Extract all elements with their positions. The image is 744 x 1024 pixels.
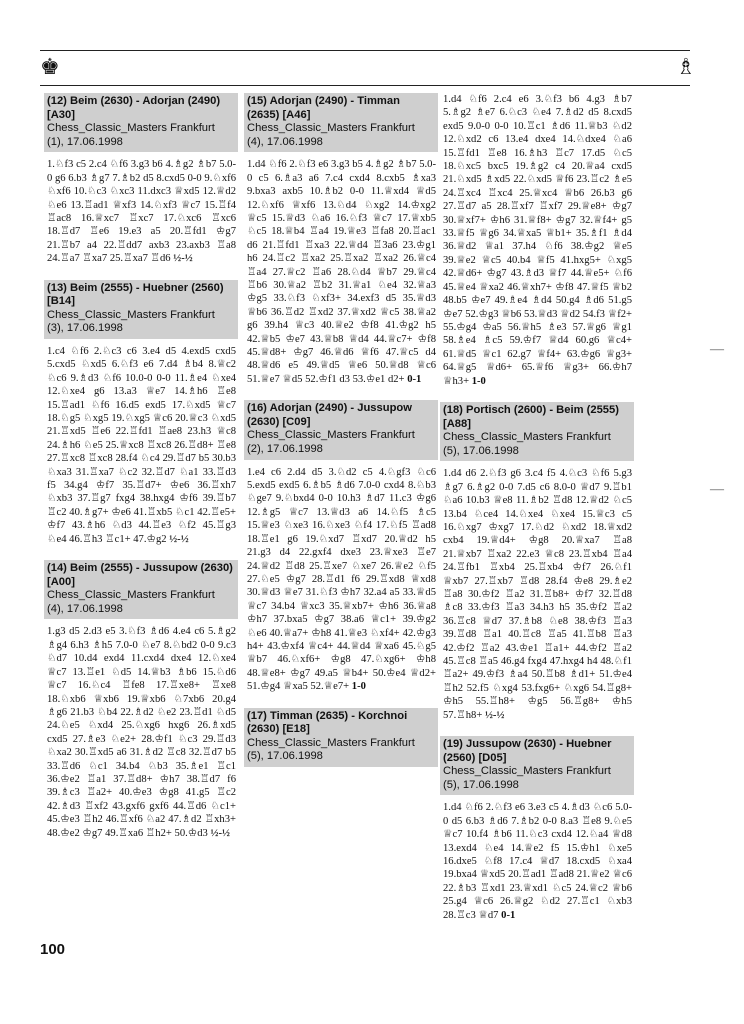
moves-text: 1.e4 c6 2.d4 d5 3.♘d2 c5 4.♘gf3 ♘c6 5.exd5 exd5 6.♗b5 ♗d6 7.0-0 cxd4 8.♘b3 ♘ge7 9.♘bxd4 0-0 10.h3 ♗d7 11.c3 ♔g6 12.♗g5 ♕c7 13.♕d3 a6 14.♘f5 ♗c5 15.♕e3 ♘xe3 16.♘xe3 ♘f4 17.♘f5 ♖ad8 18.♖e1 g6 19.♘xd7 ♖xd7 20.♕d2 h5 21.g3 d4 22.gxf4 dxe3 23.♕xe3 ♖e7 24.♕d2 ♖d8 25.♖xe7 ♘xe7 26.♕e2 ♘f5 27.♘e5 ♔g7 28.♖d1 f6 29.♖xd8 ♕xd8 30.♕d3 ♕e7 31.♘f3 ♔h7 32.a4 a5 33.♕d5 ♕c7 34.b4 ♕xc3 35.♕xb7+ ♔h6 36.♕a8 ♔h7 37.bxa5 ♔g7 38.a6 ♕c1+ 39.♔g2 ♘e6 40.♕a7+ ♔h8 41.♕e3 ♘xf4+ 42.♔g3 h4+ 43.♔xf4 ♕c4+ 44.♕d4 ♕xa6 45.♘g5 ♕b7 46.♘xf6+ ♔g8 47.♘xg6+ ♔h8 48.♕e8+ ♔g7 49.a5 ♕b4+ 50.♔e4 ♕d2+ 51.♔g4 ♕xa5 52.♕e7+ — [247, 466, 436, 693]
game-round: (2), 17.06.1998 — [247, 443, 323, 456]
game-event: Chess_Classic_Masters Frankfurt — [47, 589, 215, 602]
game-header — [440, 402, 634, 461]
game-header — [244, 400, 438, 459]
game-header — [244, 93, 438, 152]
game-moves — [440, 93, 634, 388]
header-rule — [40, 85, 690, 86]
game-event: Chess_Classic_Masters Frankfurt — [247, 122, 415, 135]
moves-text: 1.d4 ♘f6 2.c4 e6 3.♘f3 b6 4.g3 ♗b7 5.♗g2 ♗e7 6.♘c3 ♘e4 7.♗d2 d5 8.cxd5 exd5 9.0-0 0-0 10.♖c1 ♗d6 11.♕b3 ♘d2 12.♘xd2 c6 13.e4 dxe4 14.♘dxe4 ♘a6 15.♖fd1 ♖e8 16.♗h3 ♖c7 17.d5 ♘c5 18.♘xc5 bxc5 19.♗g2 c4 20.♕a4 cxd5 21.♘xd5 ♗xd5 22.♘xd5 ♕f6 23.♖c2 ♗e5 24.♖xc4 ♖xc4 25.♕xc4 ♕b6 26.b3 g6 27.♖d7 a5 28.♖xf7 ♖xf7 29.♕e8+ ♔g7 30.♕xf7+ ♔h6 31.♕f8+ ♔g7 32.♕f4+ g5 33.♕f5 ♕g6 34.♕xa5 ♕b1+ 35.♗f1 ♗d4 36.♕d2 ♕a1 37.h4 ♘f6 38.♔g2 ♕e5 39.♕e2 ♕c5 40.b4 ♕f5 41.hxg5+ ♘xg5 42.♕d6+ ♔g7 43.♗d3 ♕f7 44.♕e5+ ♘f6 45.♕e4 ♕xa2 46.♕xh7+ ♔f8 47.♕f5 ♕b2 48.b5 ♔e7 49.♗e4 ♗d4 50.g4 ♗d6 51.g5 ♔e7 52.♔g3 ♕b6 53.♕d3 ♕d2 54.f3 ♕f2+ 55.♔g4 ♔a5 56.♕h5 ♗e3 57.♕g6 ♕g1 58.♗e4 ♗c5 59.♔f7 ♕d4 60.g6 ♕c4+ 61.♕d5 ♕c1 62.g7 ♕f4+ 63.♔g6 ♕g3+ 64.♕g5 ♕d6+ 65.♕f6 ♕g3+ 66.♔h7 ♕h3+ — [443, 94, 632, 387]
game-title: (15) Adorjan (2490) - Timman (2635) [A46] — [247, 95, 400, 121]
game-16 — [244, 400, 438, 693]
game-round: (1), 17.06.1998 — [47, 135, 123, 148]
game-round: (4), 17.06.1998 — [247, 135, 323, 148]
game-moves — [44, 152, 238, 265]
game-moves — [44, 339, 238, 546]
moves-text: 1.g3 d5 2.d3 e5 3.♘f3 ♗d6 4.e4 c6 5.♗g2 ♗g4 6.h3 ♗h5 7.0-0 ♘e7 8.♘bd2 0-0 9.c3 ♘d7 10.d4 exd4 11.cxd4 dxe4 12.♘xe4 ♕c7 13.♖e1 ♘d5 14.♕b3 ♗b6 15.♘d6 ♕c7 16.♘c4 ♖fe8 17.♖xe8+ ♖xe8 18.♘xb6 ♕xb6 19.♕xb6 ♘7xb6 20.g4 ♗g6 21.b3 ♘b4 22.♗d2 ♘e2 23.♖d1 ♘d5 24.♘e5 ♘xd4 25.♘xg6 hxg6 26.♗xd5 cxd5 27.♗e3 ♘e2+ 28.♔f1 ♘c3 29.♖d3 ♘xa2 30.♖xd5 a6 31.♗d2 ♖c8 32.♖d7 b5 33.♖d6 ♘c1 34.b4 ♘b3 35.♗e1 ♖c1 36.♔e2 ♖a1 37.♖d8+ ♔h7 38.♖d7 f6 39.♗c3 ♖a2+ 40.♔e3 ♔g8 41.g5 ♖c2 42.♗d3 ♖xf2 43.gxf6 gxf6 44.♖d6 ♘c1+ 45.♔e3 ♖h2 46.♖xf6 ♘a2 47.♗d2 ♖xh3+ 48.♔e2 ♔g7 49.♖xa6 ♖h2+ 50.♔d3 — [47, 626, 236, 839]
game-18 — [440, 402, 634, 722]
moves-text: 1.c4 ♘f6 2.♘c3 c6 3.e4 d5 4.exd5 cxd5 5.cxd5 ♘xd5 6.♘f3 e6 7.d4 ♗b4 8.♕c2 ♘c6 9.♗d3 ♘f6 10.0-0 0-0 11.♗e4 ♘xe4 12.♘xe4 g6 13.a3 ♕e7 14.♗h6 ♖e8 15.♖ad1 ♘f6 16.d5 exd5 17.♘xd5 ♕c7 18.♘g5 ♘xg5 19.♘xg5 ♕c6 20.♕c3 ♘xd5 21.♖xd5 ♖e6 22.♖fd1 ♖ae8 23.h3 ♕c8 24.♗h6 ♘e5 25.♕xc8 ♖xc8 26.♖d8+ ♖e8 27.♖xc8 ♖xc8 28.f4 ♘c4 29.♖d7 b5 30.b3 ♘xa3 31.♖xa7 ♘c2 32.♖d7 ♘a1 33.♖d3 f5 34.g4 ♔f7 35.♖d7+ ♔e6 36.♖xh7 ♘xb3 37.♖g7 fxg4 38.hxg4 ♔f6 39.♖b7 ♖c2 40.♗g7+ ♔e6 41.♖xb5 ♘c1 42.♖e5+ ♔f7 43.♗h6 ♘d3 44.♖e3 ♘f2 45.♖g3 ♘e4 46.♖h3 ♖c1+ 47.♔g2 — [47, 346, 236, 545]
bishop-icon: ♗ — [676, 54, 696, 79]
game-result: 1-0 — [351, 681, 366, 693]
game-round: (5), 17.06.1998 — [247, 750, 323, 763]
moves-text: 1.♘f3 c5 2.c4 ♘f6 3.g3 b6 4.♗g2 ♗b7 5.0-0 g6 6.b3 ♗g7 7.♗b2 d5 8.cxd5 0-0 9.♘xf6 ♘xf6 10.♘c3 ♘xc3 11.dxc3 ♕xd5 12.♕d2 ♘e6 13.♖ad1 ♕xf3 14.♘xf3 ♕c7 15.♖f4 ♖ac8 16.♕xc7 ♖xc7 17.♘xc6 ♖xc6 18.♖d7 ♖e6 19.e3 a5 20.♖fd1 ♔g7 21.♖b7 a4 22.♖dd7 axb3 23.axb3 ♖a8 24.♖a7 ♖xa7 25.♖xa7 ♖d6 — [47, 159, 236, 265]
column-2 — [244, 93, 438, 781]
game-result: 0-1 — [407, 373, 422, 385]
game-15 — [244, 93, 438, 386]
game-title: (13) Beim (2555) - Huebner (2560) — [47, 281, 224, 294]
game-19 — [440, 736, 634, 922]
game-round: (3), 17.06.1998 — [47, 322, 123, 335]
game-result: ½-½ — [173, 253, 193, 265]
game-13 — [44, 280, 238, 546]
game-event: Chess_Classic_Masters Frankfurt — [443, 765, 611, 778]
game-title: (19) Jussupow (2630) - Huebner (2560) [D05] — [443, 738, 612, 764]
margin-dash-mark: — — [710, 342, 724, 357]
top-rule — [40, 50, 690, 51]
column-3 — [440, 93, 634, 936]
column-1 — [44, 93, 238, 854]
game-header — [244, 708, 438, 767]
moves-text: 1.d4 ♘f6 2.♘f3 e6 3.e3 c5 4.♗d3 ♘c6 5.0-0 d5 6.b3 ♗d6 7.♗b2 0-0 8.a3 ♖e8 9.♘e5 ♕c7 10.f4 ♗b6 11.♘c3 cxd4 12.♘a4 ♕d8 13.exd4 ♘e4 14.♕e2 f5 15.♔h1 ♘xe5 16.dxe5 ♘f8 17.c4 ♕d7 18.cxd5 ♘xa4 19.bxa4 ♕xd5 20.♖ad1 ♖ad8 21.♕e2 ♕c6 22.♗b3 ♖xd1 23.♕xd1 ♘c5 24.♕c2 ♕b6 25.g4 ♕c6 26.♕g2 ♘d2 27.♖c1 ♘xb3 28.♖c3 ♕d7 — [443, 802, 632, 921]
moves-text: 1.d4 d6 2.♘f3 g6 3.c4 f5 4.♘c3 ♘f6 5.g3 ♗g7 6.♗g2 0-0 7.d5 c6 8.0-0 ♕d7 9.♖b1 ♘a6 10.b3 ♕e8 11.♗b2 ♖d8 12.♕d2 ♘c5 13.b4 ♘ce4 14.♘xe4 ♘xe4 15.♕c3 c5 16.♘xg7 ♔xg7 17.♘d2 ♘xd2 18.♕xd2 cxb4 19.♕d4+ ♔g8 20.♕xa7 ♖a8 21.♕xb7 ♖xa2 22.e3 ♕c8 23.♖xb4 ♖a4 24.♖fb1 ♖xb4 25.♖xb4 ♔f7 26.♘f1 ♕xb7 27.♖xb7 ♖d8 28.f4 ♔e8 29.♗e2 ♖a8 30.♔f2 ♖a2 31.♖b8+ ♔f7 32.♖d8 ♗c8 33.♔f3 ♖a3 34.h3 h5 35.♔f2 ♖a2 36.♖c8 ♕d7 37.♗b8 ♘e8 38.♔f3 ♖a3 39.♖d8 ♖a1 40.♖c8 ♖a5 41.♖b8 ♖a3 42.♔f2 ♖a2 43.♔e1 ♖a1+ 44.♔f2 ♖a2 45.♖c8 ♖a5 46.g4 fxg4 47.hxg4 h4 48.♘f1 ♖a2+ 49.♔f3 ♗a4 50.♖b8 ♗d1+ 51.♔e4 ♖h2 52.f5 ♘xg4 53.fxg6+ ♘xg6 54.♖g8+ ♔h5 55.♖h8+ ♔g5 56.♖g8+ ♔h5 57.♖h8+ — [443, 468, 632, 721]
game-title: (16) Adorjan (2490) - Jussupow (2630) [C09] — [247, 402, 412, 428]
game-event: Chess_Classic_Masters Frankfurt — [247, 429, 415, 442]
game-title: (12) Beim (2630) - Adorjan (2490) — [47, 95, 221, 107]
game-header — [44, 560, 238, 619]
game-result: ½-½ — [484, 709, 505, 721]
game-title: (18) Portisch (2600) - Beim (2555) [A88] — [443, 403, 619, 430]
game-moves — [440, 461, 634, 722]
game-round: (5), 17.06.1998 — [443, 444, 519, 457]
game-event: Chess_Classic_Masters Frankfurt — [247, 736, 415, 749]
game-result: 0-1 — [501, 909, 516, 921]
game-header — [440, 736, 634, 795]
game-moves — [44, 619, 238, 840]
game-moves — [244, 460, 438, 694]
margin-dash-mark: — — [710, 482, 724, 497]
game-title: (14) Beim (2555) - Jussupow (2630) [A00] — [47, 562, 233, 588]
game-result: 1-0 — [471, 375, 486, 387]
game-round: (5), 17.06.1998 — [443, 778, 519, 791]
game-moves — [440, 795, 634, 922]
game-14 — [44, 560, 238, 840]
moves-text: 1.d4 ♘f6 2.♘f3 e6 3.g3 b5 4.♗g2 ♗b7 5.0-0 c5 6.♗a3 a6 7.c4 cxd4 8.cxb5 ♗xa3 9.bxa3 axb5 10.♗b2 0-0 11.♕xd4 ♕d5 12.♘xf6 ♕xf6 13.♘d4 ♘xg2 14.♔xg2 ♕c5 15.♕d3 ♘a6 16.♘f3 ♕c7 17.♕xb5 ♘c5 18.♕b4 ♖a4 19.♕e3 ♖fa8 20.♖ac1 d6 21.♖fd1 ♖xa3 22.♕d4 ♖3a6 23.♔g1 h6 24.♖c2 ♖xa2 25.♖xa2 ♖xa2 26.♕c4 ♖a4 27.♕c2 ♖a6 28.♘d4 ♕b7 29.♕c4 ♖b6 30.♕a2 ♖b2 31.♕a1 ♘e4 32.♕a3 ♔g5 33.♘f3 ♘xf3+ 34.exf3 d5 35.♕d3 ♕b6 36.♖d2 ♖xd2 37.♕xd2 ♕c5 38.♕a2 g6 39.h4 ♕c3 40.♕e2 ♔f8 41.♔g2 h5 42.♕b5 ♔e7 43.♕b8 ♕d4 44.♕c7+ ♔f8 45.♕d8+ ♔g7 46.♕d6 ♕f6 47.♕c5 d4 48.♕d6 e5 49.♕d5 ♕e6 50.♕d8 ♕c6 51.♕e7 ♕d5 52.♔f1 d3 53.♔e1 d2+ — [247, 159, 436, 385]
game-result: ½-½ — [210, 827, 230, 839]
game-moves — [244, 152, 438, 386]
king-icon: ♚ — [40, 54, 60, 79]
game-event: Chess_Classic_Masters Frankfurt — [47, 122, 215, 135]
game-eco: [B14] — [47, 295, 75, 308]
game-result: ½-½ — [169, 533, 189, 545]
game-header — [44, 93, 238, 152]
game-eco: [A30] — [47, 108, 75, 121]
page-number: 100 — [40, 941, 66, 958]
game-title: (17) Timman (2635) - Korchnoi (2630) [E18] — [247, 709, 408, 736]
game-17-start — [244, 708, 438, 767]
game-12 — [44, 93, 238, 266]
game-round: (4), 17.06.1998 — [47, 602, 123, 615]
game-header — [44, 280, 238, 339]
game-event: Chess_Classic_Masters Frankfurt — [443, 431, 611, 444]
game-event: Chess_Classic_Masters Frankfurt — [47, 308, 215, 321]
game-17 — [440, 93, 634, 388]
